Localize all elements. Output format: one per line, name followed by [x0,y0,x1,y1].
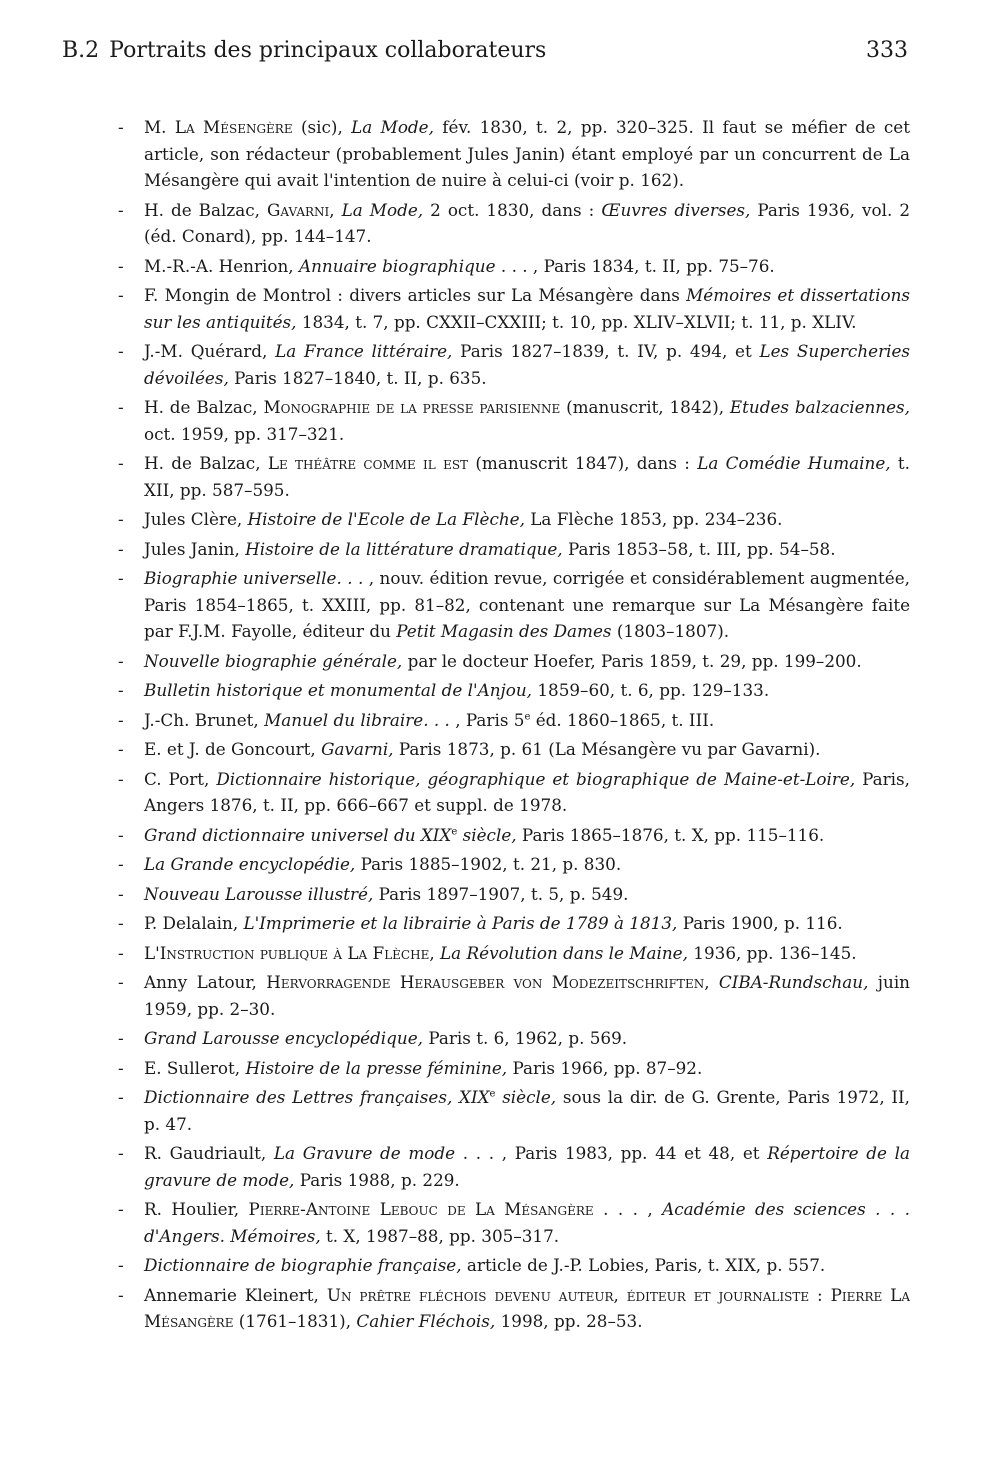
entry-text: M. [144,117,175,137]
entry-text: J.-Ch. Brunet, [144,709,265,730]
entry-text: Paris 1865–1876, t. X, pp. 115–116. [516,824,825,845]
entry-text: F. Mongin de Montrol : divers articles sur La Mésangère dans [144,285,687,305]
entry-text: M.-R.-A. Henrion, [144,255,299,276]
entry-title-text: Dictionnaire de biographie française, [144,1255,462,1275]
list-bullet: - [118,854,124,874]
entry-text: , [704,972,719,992]
section-label [62,38,546,63]
bibliography-entry [118,1140,910,1193]
bibliography-entry [118,940,910,967]
entry-title-text: Etudes balzaciennes, [729,397,910,417]
bibliography-entry [118,822,910,849]
bibliography-entry [118,1055,910,1082]
list-bullet: - [118,680,124,700]
entry-text: P. Delalain, [144,913,244,933]
entry-title-text: Manuel du libraire. . . [264,709,450,730]
entry-text: H. de Balzac, [144,397,264,417]
entry-text: (manuscrit, 1842), [560,397,730,417]
entry-title-text: Biographie universelle. . . [144,568,364,588]
bibliography-entry [118,1025,910,1052]
entry-title-text: La Grande encyclopédie, [144,854,356,874]
list-bullet: - [118,453,124,473]
entry-text: juin 1959, pp. 2–30. [144,972,910,1019]
entry-text: Anny Latour, [144,972,267,992]
entry-text: . . . , Paris 1983, pp. 44 et 48, et [455,1143,768,1163]
entry-text: , [429,942,441,963]
bibliography-entry [118,851,910,878]
page-number: 333 [866,38,908,63]
list-bullet: - [118,397,124,417]
section-title: Portraits des principaux collaborateurs [109,38,547,63]
entry-text: Annemarie Kleinert, [144,1284,327,1305]
list-bullet: - [118,255,124,276]
entry-text: H. de Balzac, [144,453,268,473]
entry-title-text: siècle, [457,824,517,845]
entry-title-text: Cahier Fléchois, [356,1311,496,1331]
list-bullet: - [118,538,124,559]
entry-text: Paris 1988, p. 229. [294,1169,460,1190]
bibliography-entry [118,394,910,447]
entry-title-text: Les Supercheries dévoilées, [144,341,910,388]
entry-title-text: siècle, [495,1087,557,1107]
entry-smallcaps-text: La Mésengère [174,117,293,137]
entry-text: 1936, pp. 136–145. [687,942,857,963]
entry-text: Paris 1966, pp. 87–92. [507,1057,703,1078]
list-bullet: - [118,509,124,529]
entry-text: Paris 1827–1840, t. II, p. 635. [228,367,487,388]
entry-text: article de J.-P. Lobies, Paris, t. XIX, p. 557. [461,1255,826,1275]
entry-text: , [345,1311,357,1331]
entry-text: (1803–1807). [611,621,730,641]
entry-title-text: CIBA-Rundschau, [718,972,869,992]
bibliography-list [118,114,910,1338]
entry-title-text: Petit Magasin des Dames [396,621,612,641]
bibliography-entry [118,910,910,937]
entry-title-text: Dictionnaire des Lettres françaises, XIX [144,1087,490,1107]
entry-title-text: Histoire de la presse féminine, [245,1057,508,1078]
bibliography-entry [118,282,910,335]
entry-title-text: Répertoire de la gravure de mode, [144,1143,910,1190]
entry-text: éd. 1860–1865, t. III. [530,709,715,730]
bibliography-entry [118,648,910,675]
list-bullet: - [118,1028,124,1048]
bibliography-entry [118,338,910,391]
entry-text: H. de Balzac, [144,199,267,220]
entry-title-text: Dictionnaire historique, géographique et biographique de Maine-et-Loire, [216,768,856,789]
list-bullet: - [118,883,124,904]
list-bullet: - [118,1199,124,1219]
entry-text: Paris 1827–1839, t. IV, p. 494, et [452,341,760,361]
entry-title-text: Histoire de l'Ecole de La Flèche, [247,509,525,529]
entry-title-text: La Mode, [341,199,424,220]
entry-text: C. Port, [144,768,217,789]
section-number: B.2 [62,38,100,63]
entry-smallcaps-text: L'Instruction publique à La Flèche [144,942,430,963]
entry-text: , [329,199,342,220]
bibliography-entry [118,766,910,819]
entry-title-text: Œuvres diverses, [601,199,751,220]
entry-title-text: La Révolution dans le Maine, [440,942,688,963]
entry-text: E. Sullerot, [144,1057,246,1078]
entry-smallcaps-text: Monographie de la presse parisienne [263,397,561,417]
list-bullet: - [118,709,124,730]
entry-text: J.-M. Quérard, [144,341,276,361]
entry-title-text: L'Imprimerie et la librairie à Paris de 1789 à 1813, [243,913,678,933]
bibliography-entry [118,450,910,503]
entry-title-text: Grand Larousse encyclopédique, [144,1028,423,1048]
entry-text: Paris 1853–58, t. III, pp. 54–58. [562,538,836,559]
bibliography-entry [118,969,910,1022]
list-bullet: - [118,972,124,992]
bibliography-entry [118,536,910,563]
entry-text: oct. 1959, pp. 317–321. [144,423,345,444]
entry-text: Paris 1897–1907, t. 5, p. 549. [373,883,629,904]
superscript: e [451,825,458,837]
list-bullet: - [118,1143,124,1163]
entry-smallcaps-text: Hervorragende Herausgeber von Modezeitschriften [266,972,705,992]
entry-text: (sic), [292,117,352,137]
entry-title-text: La France littéraire, [275,341,453,361]
running-header [62,38,908,72]
list-bullet: - [118,1057,124,1078]
entry-title-text: Académie des sciences . . . d'Angers. Mémoires, [144,1199,910,1246]
list-bullet: - [118,650,124,671]
entry-title-text: Gavarni, [321,739,394,759]
bibliography-entry [118,565,910,645]
entry-text: La Flèche 1853, pp. 234–236. [524,509,783,529]
bibliography-entry [118,881,910,908]
entry-text: . . . , [593,1199,663,1219]
list-bullet: - [118,568,124,588]
entry-text: 2 oct. 1830, dans : [423,199,602,220]
entry-title-text: Nouveau Larousse illustré, [144,883,374,904]
entry-text: 1834, t. 7, pp. CXXII–CXXIII; t. 10, pp. XLIV–XLVII; t. 11, p. XLIV. [296,311,857,332]
bibliography-entry [118,1084,910,1137]
entry-text: Jules Janin, [144,538,246,559]
bibliography-entry [118,677,910,704]
entry-text: Paris 1936, vol. 2 (éd. Conard), pp. 144–147. [144,199,910,246]
list-bullet: - [118,117,124,137]
entry-smallcaps-text: Le théâtre comme il est [267,453,469,473]
entry-text: R. Houlier, [144,1199,249,1219]
list-bullet: - [118,1255,124,1275]
entry-text: 1998, pp. 28–53. [495,1311,643,1331]
superscript: e [489,1088,496,1100]
entry-text: Jules Clère, [144,509,248,529]
list-bullet: - [118,824,124,845]
entry-text: Paris, Angers 1876, t. II, pp. 666–667 et suppl. de 1978. [144,768,910,815]
list-bullet: - [118,1087,124,1107]
list-bullet: - [118,768,124,789]
entry-text: sous la dir. de G. Grente, Paris 1972, II, p. 47. [144,1087,910,1134]
entry-smallcaps-text: Un prêtre fléchois devenu auteur, éditeur et journaliste : Pierre La Mésangère (1761–1831) [144,1284,910,1331]
list-bullet: - [118,913,124,933]
bibliography-entry [118,253,910,280]
bibliography-entry [118,736,910,763]
entry-title-text: Mémoires et dissertations sur les antiquités, [144,285,910,332]
entry-text: , Paris 5 [449,709,525,730]
bibliography-entry [118,114,910,194]
entry-title-text: La Gravure de mode [273,1143,456,1163]
entry-title-text: Grand dictionnaire universel du XIX [144,824,452,845]
entry-text: par le docteur Hoefer, Paris 1859, t. 29, pp. 199–200. [402,650,862,671]
bibliography-entry [118,197,910,250]
list-bullet: - [118,739,124,759]
entry-text: Paris 1900, p. 116. [677,913,843,933]
entry-text: Paris t. 6, 1962, p. 569. [422,1028,628,1048]
list-bullet: - [118,942,124,963]
list-bullet: - [118,285,124,305]
entry-text: (manuscrit 1847), dans : [468,453,698,473]
bibliography-entry [118,1196,910,1249]
entry-text: fév. 1830, t. 2, pp. 320–325. Il faut se méfier de cet article, son rédacteur (probablement Jules Janin) étant employé par un concurrent de La Mésangère qui avait l'intention de nuire à celui-ci (voir p. 162). [144,117,910,190]
list-bullet: - [118,341,124,361]
entry-text: Paris 1885–1902, t. 21, p. 830. [355,854,622,874]
bibliography-entry [118,1252,910,1279]
entry-title-text: Histoire de la littérature dramatique, [245,538,563,559]
entry-smallcaps-text: Gavarni [267,199,330,220]
entry-text: t. X, 1987–88, pp. 305–317. [320,1225,560,1246]
bibliography-entry [118,506,910,533]
entry-title-text: La Comédie Humaine, [697,453,891,473]
entry-text: R. Gaudriault, [144,1143,274,1163]
entry-title-text: Bulletin historique et monumental de l'Anjou, [144,680,533,700]
bibliography-entry [118,707,910,734]
superscript: e [524,710,531,722]
list-bullet: - [118,199,124,220]
bibliography-entry [118,1282,910,1335]
entry-text: Paris 1873, p. 61 (La Mésangère vu par Gavarni). [393,739,821,759]
entry-text: 1859–60, t. 6, pp. 129–133. [532,680,770,700]
entry-title-text: Nouvelle biographie générale, [144,650,403,671]
entry-title-text: La Mode, [351,117,434,137]
list-bullet: - [118,1284,124,1305]
entry-text: . . . , Paris 1834, t. II, pp. 75–76. [495,255,775,276]
entry-text: , nouv. édition revue, corrigée et considérablement augmentée, Paris 1854–1865, t. XXIII, pp. 81–82, contenant une remarque sur La Mésangère faite par F.J.M. Fayolle, éditeur du [144,568,910,641]
entry-text: t. XII, pp. 587–595. [144,453,910,500]
entry-smallcaps-text: Pierre-Antoine Lebouc de La Mésangère [248,1199,594,1219]
entry-text: E. et J. de Goncourt, [144,739,322,759]
entry-title-text: Annuaire biographique [298,255,496,276]
